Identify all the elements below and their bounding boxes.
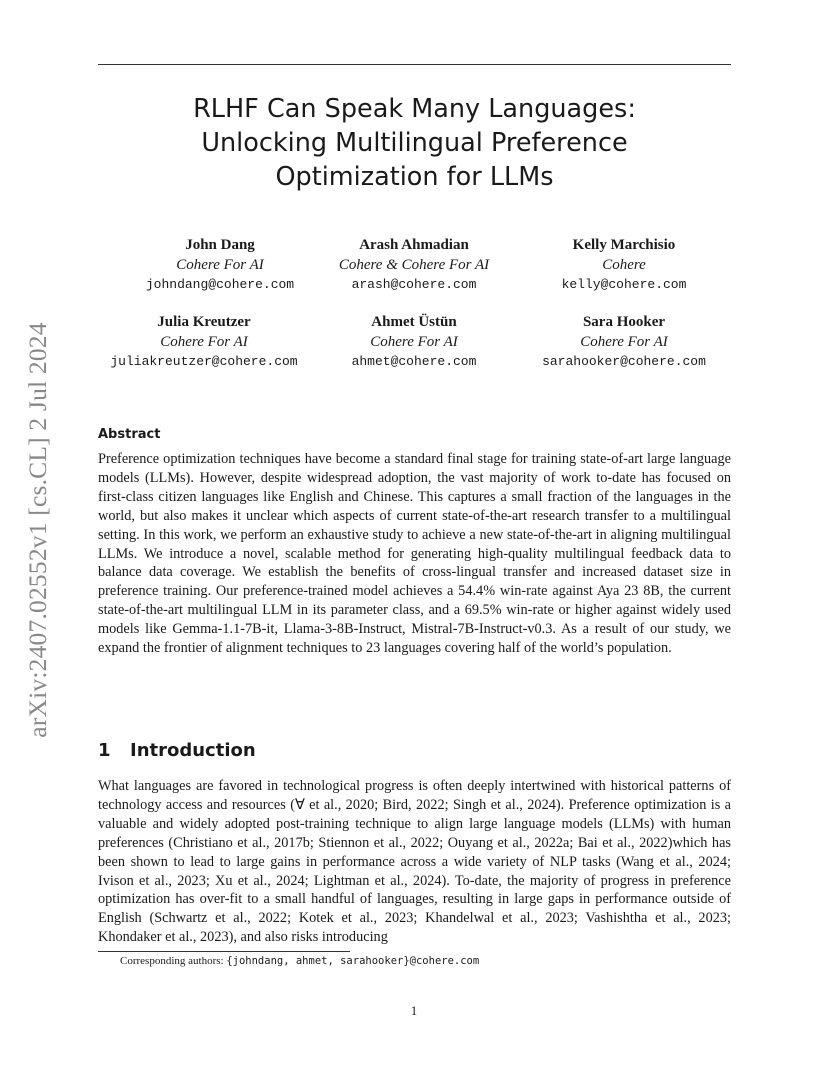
- abstract-heading: Abstract: [98, 427, 161, 442]
- section-number: 1: [98, 740, 111, 761]
- abstract-text: Preference optimization techniques have become a standard final stage for training state-of-art large language models (LLMs). However, despite widespread adoption, the vast majority of work to-date has focused on first-class citizen languages like English and Chinese. This captures a small fraction of the languages in the world, but also makes it unclear which aspects of current state-of-the-art research transfer to a multilingual setting. In this work, we perform an exhaustive study to achieve a new state-of-the-art in aligning multilingual LLMs. We introduce a novel, scalable method for generating high-quality multilingual feedback data to balance data coverage. We establish the benefits of cross-lingual transfer and increased dataset size in preference training. Our preference-trained model achieves a 54.4% win-rate against Aya 23 8B, the current state-of-the-art multilingual LLM in its parameter class, and a 69.5% win-rate or higher against widely used models like Gemma-1.1-7B-it, Llama-3-8B-Instruct, Mistral-7B-Instruct-v0.3. As a result of our study, we expand the frontier of alignment techniques to 23 languages covering half of the world’s population.: [98, 451, 731, 657]
- author-email: arash@cohere.com: [351, 277, 477, 292]
- footnote-emails: {johndang, ahmet, sarahooker}@cohere.com: [226, 955, 480, 967]
- footnote: [120, 955, 479, 967]
- title-line: Optimization for LLMs: [275, 162, 554, 192]
- author-name: Ahmet Üstün: [371, 314, 457, 330]
- section-title: Introduction: [130, 740, 256, 761]
- author-name: Julia Kreutzer: [157, 314, 251, 330]
- author-name: Kelly Marchisio: [572, 237, 676, 253]
- page-number: 1: [410, 1003, 418, 1018]
- author-name: John Dang: [185, 237, 255, 253]
- arxiv-identifier: arXiv:2407.02552v1 [cs.CL] 2 Jul 2024: [23, 322, 52, 738]
- author-email: johndang@cohere.com: [145, 277, 295, 292]
- author-affiliation: Cohere For AI: [176, 256, 264, 273]
- author-email: juliakreutzer@cohere.com: [110, 354, 298, 369]
- author-affiliation: Cohere For AI: [160, 333, 248, 350]
- top-rule: [98, 64, 731, 65]
- author-block: [494, 313, 754, 372]
- author-block: [494, 236, 754, 295]
- author-name: Sara Hooker: [582, 314, 666, 330]
- author-email: kelly@cohere.com: [561, 277, 687, 292]
- title-line: RLHF Can Speak Many Languages:: [193, 94, 636, 124]
- author-email: ahmet@cohere.com: [351, 354, 477, 369]
- author-email: sarahooker@cohere.com: [542, 354, 706, 369]
- author-affiliation: Cohere For AI: [580, 333, 668, 350]
- paper-title: [98, 92, 731, 194]
- section-heading: [98, 740, 256, 761]
- author-affiliation: Cohere: [602, 256, 646, 273]
- author-affiliation: Cohere For AI: [370, 333, 458, 350]
- footnote-prefix: Corresponding authors:: [120, 955, 227, 967]
- introduction-text: What languages are favored in technological progress is often deeply intertwined with historical patterns of technology access and resources (∀ et al., 2020; Bird, 2022; Singh et al., 2024). Preference optimization is a valuable and widely adopted post-training technique to align large language models (LLMs) with human preferences (Christiano et al., 2017b; Stiennon et al., 2022; Ouyang et al., 2022a; Bai et al., 2022)which has been shown to lead to large gains in performance across a wide variety of NLP tasks (Wang et al., 2024; Ivison et al., 2023; Xu et al., 2024; Lightman et al., 2024). To-date, the majority of progress in preference optimization has over-fit to a small handful of languages, resulting in large gaps in performance outside of English (Schwartz et al., 2022; Kotek et al., 2023; Khandelwal et al., 2023; Vashishtha et al., 2023; Khondaker et al., 2023), and also risks introducing: [98, 778, 731, 946]
- footnote-rule: [98, 951, 350, 952]
- author-name: Arash Ahmadian: [359, 237, 469, 253]
- author-affiliation: Cohere & Cohere For AI: [338, 256, 490, 273]
- title-line: Unlocking Multilingual Preference: [201, 128, 628, 158]
